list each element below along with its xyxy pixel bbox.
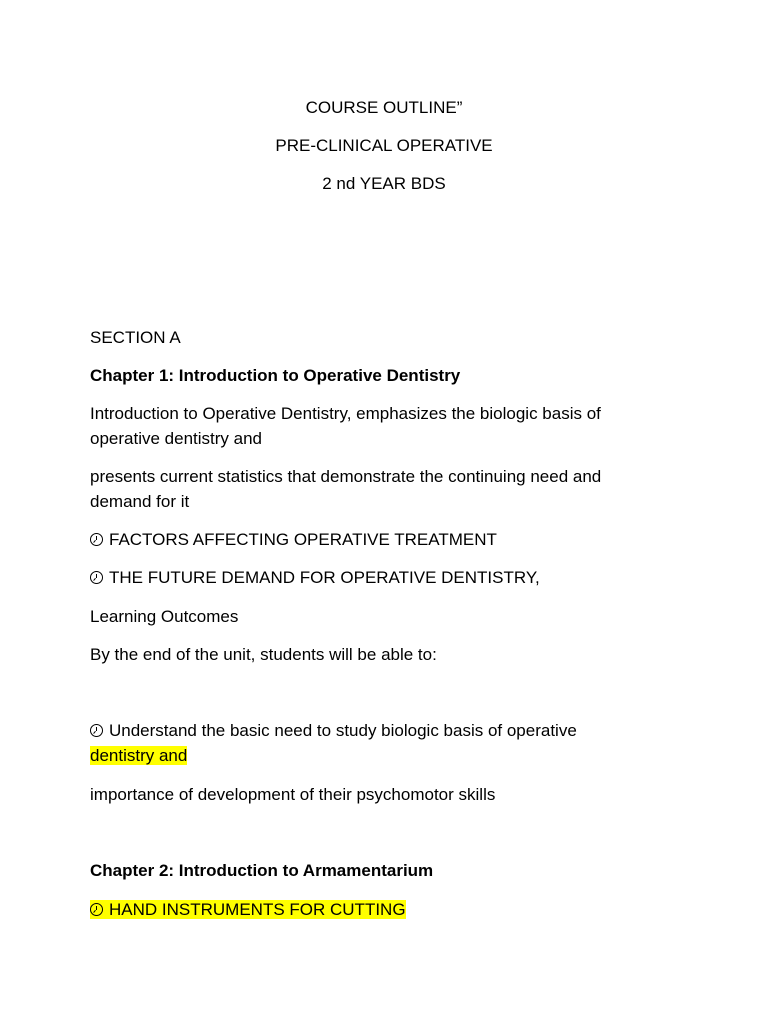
chapter1-stats-line2: demand for it: [90, 492, 190, 511]
outcome-line2-highlighted: dentistry and: [90, 746, 188, 765]
highlighted-bullet-item: [90, 897, 690, 922]
course-title: PRE-CLINICAL OPERATIVE: [275, 136, 493, 155]
course-outline-heading: COURSE OUTLINE”: [305, 98, 463, 117]
chapter1-title: Chapter 1: Introduction to Operative Dentistry: [90, 366, 461, 385]
section-label: SECTION A: [90, 328, 181, 347]
bullet-text: THE FUTURE DEMAND FOR OPERATIVE DENTISTRY,: [109, 568, 540, 587]
learning-outcomes-label: Learning Outcomes: [90, 607, 239, 626]
highlighted-bullet-wrapper: [90, 900, 406, 919]
clock-bullet-icon: [90, 724, 103, 737]
clock-bullet-icon: [90, 571, 103, 584]
chapter1-stats-line1: presents current statistics that demonstrate the continuing need and: [90, 467, 602, 486]
chapter1-intro-line1: Introduction to Operative Dentistry, emphasizes the biologic basis of: [90, 404, 601, 423]
bullet-item: [90, 565, 690, 590]
bullet-text: FACTORS AFFECTING OPERATIVE TREATMENT: [109, 530, 497, 549]
clock-bullet-icon: [90, 533, 103, 546]
chapter1-stats-paragraph: [90, 464, 690, 514]
outcomes-intro: By the end of the unit, students will be able to:: [90, 645, 437, 664]
outcome-item: [90, 718, 690, 768]
bullet-item: [90, 527, 690, 552]
highlighted-bullet-text: HAND INSTRUMENTS FOR CUTTING: [109, 900, 406, 919]
outcome-line3: importance of development of their psychomotor skills: [90, 785, 496, 804]
clock-bullet-icon: [90, 903, 103, 916]
outcome-line1: Understand the basic need to study biologic basis of operative: [109, 721, 577, 740]
chapter1-intro-line2: operative dentistry and: [90, 429, 262, 448]
chapter1-intro-paragraph: [90, 401, 690, 451]
chapter2-title: Chapter 2: Introduction to Armamentarium: [90, 861, 434, 880]
year-label: 2 nd YEAR BDS: [322, 174, 446, 193]
